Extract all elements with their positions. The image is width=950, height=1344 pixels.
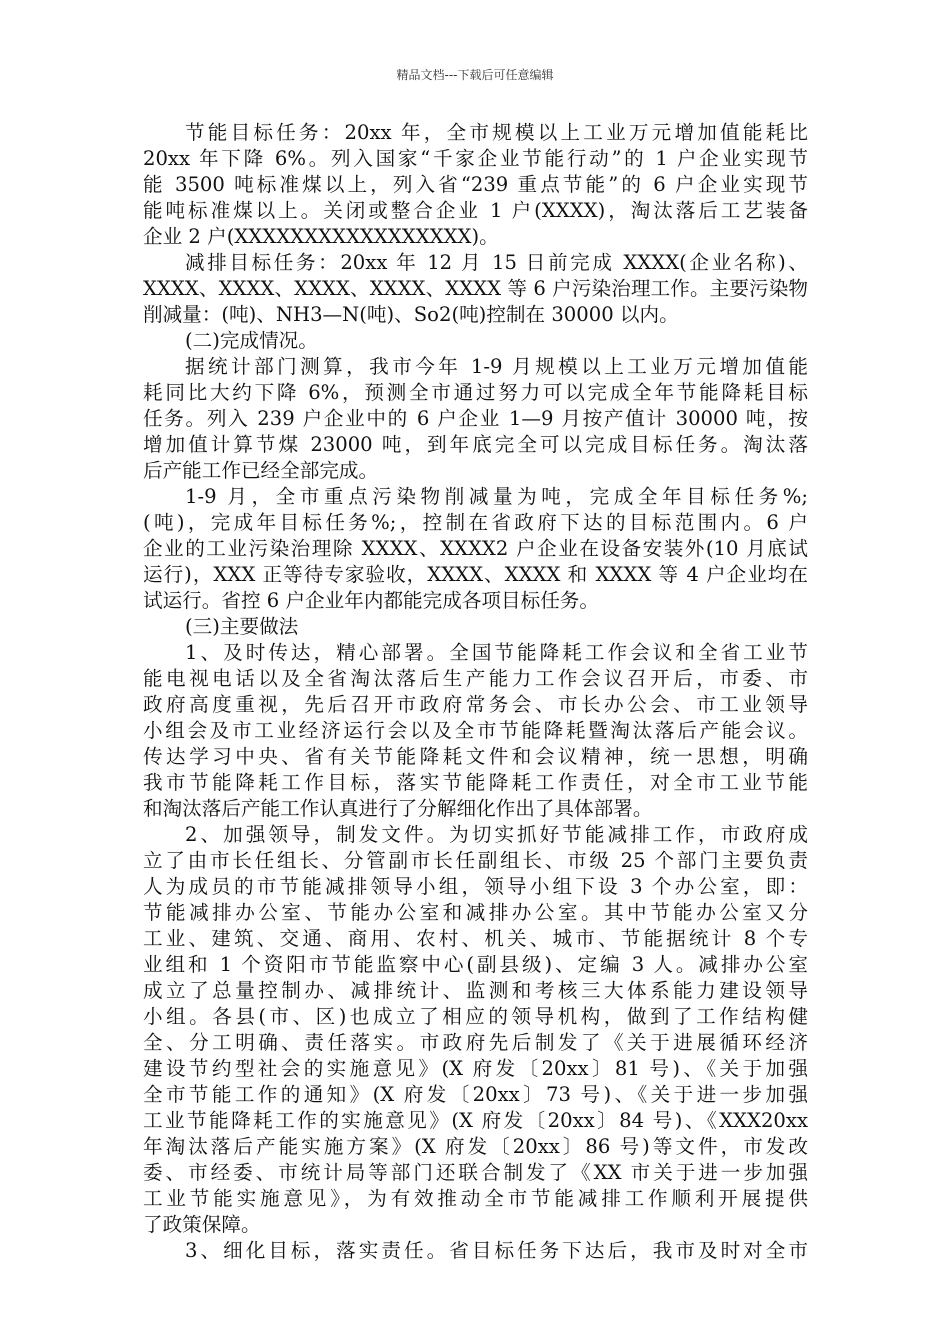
text-line: 据统计部门测算，我市今年 1-9 月规模以上工业万元增加值能 (185, 355, 808, 378)
text-line: 减排目标任务：20xx 年 12 月 15 日前完成 XXXX(企业名称)、 (185, 251, 808, 274)
energy-target-paragraph (143, 120, 808, 250)
text-line: 试运行。省控 6 户企业年内都能完成各项目标任务。 (143, 589, 599, 612)
text-line: 全市节能工作的通知》(X 府发〔20xx〕73 号)、《关于进一步加强 (143, 1083, 808, 1106)
text-line: 了政策保障。 (143, 1213, 261, 1236)
section-heading: (三)主要做法 (185, 615, 299, 638)
text-line: 业组和 1 个资阳市节能监察中心(副县级)、定编 3 人。减排办公室 (143, 953, 808, 976)
main-practices-heading (143, 614, 808, 640)
text-line: 1、及时传达，精心部署。全国节能降耗工作会议和全省工业节 (185, 641, 808, 664)
text-line: 节能减排办公室、节能办公室和减排办公室。其中节能办公室又分 (143, 901, 808, 924)
text-line: 2、加强领导，制发文件。为切实抓好节能减排工作，市政府成 (185, 823, 808, 846)
text-line: 1-9 月，全市重点污染物削减量为吨，完成全年目标任务%; (185, 485, 808, 508)
practice-1-paragraph (143, 640, 808, 822)
text-line: (吨)，完成年目标任务%;，控制在省政府下达的目标范围内。6 户 (143, 511, 808, 534)
emission-target-paragraph (143, 250, 808, 328)
text-line: 运行)，XXX 正等待专家验收，XXXX、XXXX 和 XXXX 等 4 户企业均在 (143, 563, 808, 586)
text-line: 工业节能降耗工作的实施意见》(X 府发〔20xx〕84 号)、《XXX20xx (143, 1109, 808, 1132)
text-line: 工业、建筑、交通、商用、农村、机关、城市、节能据统计 8 个专 (143, 927, 808, 950)
text-line: 我市节能降耗工作目标，落实节能降耗工作责任，对全市工业节能 (143, 771, 808, 794)
text-line: 20xx 年下降 6%。列入国家“千家企业节能行动”的 1 户企业实现节 (143, 147, 808, 170)
text-line: 委、市经委、市统计局等部门还联合制发了《XX 市关于进一步加强 (143, 1161, 808, 1184)
text-line: 增加值计算节煤 23000 吨，到年底完全可以完成目标任务。淘汰落 (143, 433, 808, 456)
text-line: 企业 2 户(XXXXXXXXXXXXXXXXX)。 (143, 225, 499, 248)
completion-heading (143, 328, 808, 354)
text-line: 政府高度重视，先后召开市政府常务会、市长办公会、市工业领导 (143, 693, 808, 716)
text-line: 3、细化目标，落实责任。省目标任务下达后，我市及时对全市 (185, 1239, 808, 1262)
text-line: 全、分工明确、责任落实。市政府先后制发了《关于进展循环经济 (143, 1031, 808, 1054)
practice-2-paragraph (143, 822, 808, 1238)
statistics-paragraph (143, 354, 808, 484)
text-line: 人为成员的市节能减排领导小组，领导小组下设 3 个办公室，即： (143, 875, 808, 898)
text-line: 工业节能实施意见》，为有效推动全市节能减排工作顺利开展提供 (143, 1187, 808, 1210)
page-header: 精品文档---下载后可任意编辑 (396, 68, 554, 82)
text-line: 后产能工作已经全部完成。 (143, 459, 379, 482)
text-line: 小组。各县(市、区)也成立了相应的领导机构，做到了工作结构健 (143, 1005, 808, 1028)
text-line: 削减量：(吨)、NH3—N(吨)、So2(吨)控制在 30000 以内。 (143, 303, 679, 326)
practice-3-paragraph (143, 1238, 808, 1264)
text-line: 能 3500 吨标准煤以上，列入省“239 重点节能”的 6 户企业实现节 (143, 173, 808, 196)
text-line: 企业的工业污染治理除 XXXX、XXXX2 户企业在设备安装外(10 月底试 (143, 537, 808, 560)
text-line: 能电视电话以及全省淘汰落后生产能力工作会议召开后，市委、市 (143, 667, 808, 690)
text-line: 和淘汰落后产能工作认真进行了分解细化作出了具体部署。 (143, 797, 653, 820)
text-line: 节能目标任务：20xx 年，全市规模以上工业万元增加值能耗比 (185, 121, 808, 144)
text-line: 年淘汰落后产能实施方案》(X 府发〔20xx〕86 号)等文件，市发改 (143, 1135, 808, 1158)
text-line: 能吨标准煤以上。关闭或整合企业 1 户(XXXX)，淘汰落后工艺装备 (143, 199, 808, 222)
text-line: 传达学习中央、省有关节能降耗文件和会议精神，统一思想，明确 (143, 745, 808, 768)
text-line: 任务。列入 239 户企业中的 6 户企业 1—9 月按产值计 30000 吨，按 (143, 407, 809, 430)
text-line: 建设节约型社会的实施意见》(X 府发〔20xx〕81 号)、《关于加强 (143, 1057, 808, 1080)
document-body (143, 120, 808, 1264)
text-line: 耗同比大约下降 6%，预测全市通过努力可以完成全年节能降耗目标 (143, 381, 808, 404)
text-line: 成立了总量控制办、减排统计、监测和考核三大体系能力建设领导 (143, 979, 808, 1002)
text-line: 小组会及市工业经济运行会以及全市节能降耗暨淘汰落后产能会议。 (143, 719, 808, 742)
pollutant-paragraph (143, 484, 808, 614)
text-line: XXXX、XXXX、XXXX、XXXX、XXXX 等 6 户污染治理工作。主要污染物 (143, 277, 808, 300)
text-line: 立了由市长任组长、分管副市长任副组长、市级 25 个部门主要负责 (143, 849, 808, 872)
section-heading: (二)完成情况。 (185, 329, 318, 352)
